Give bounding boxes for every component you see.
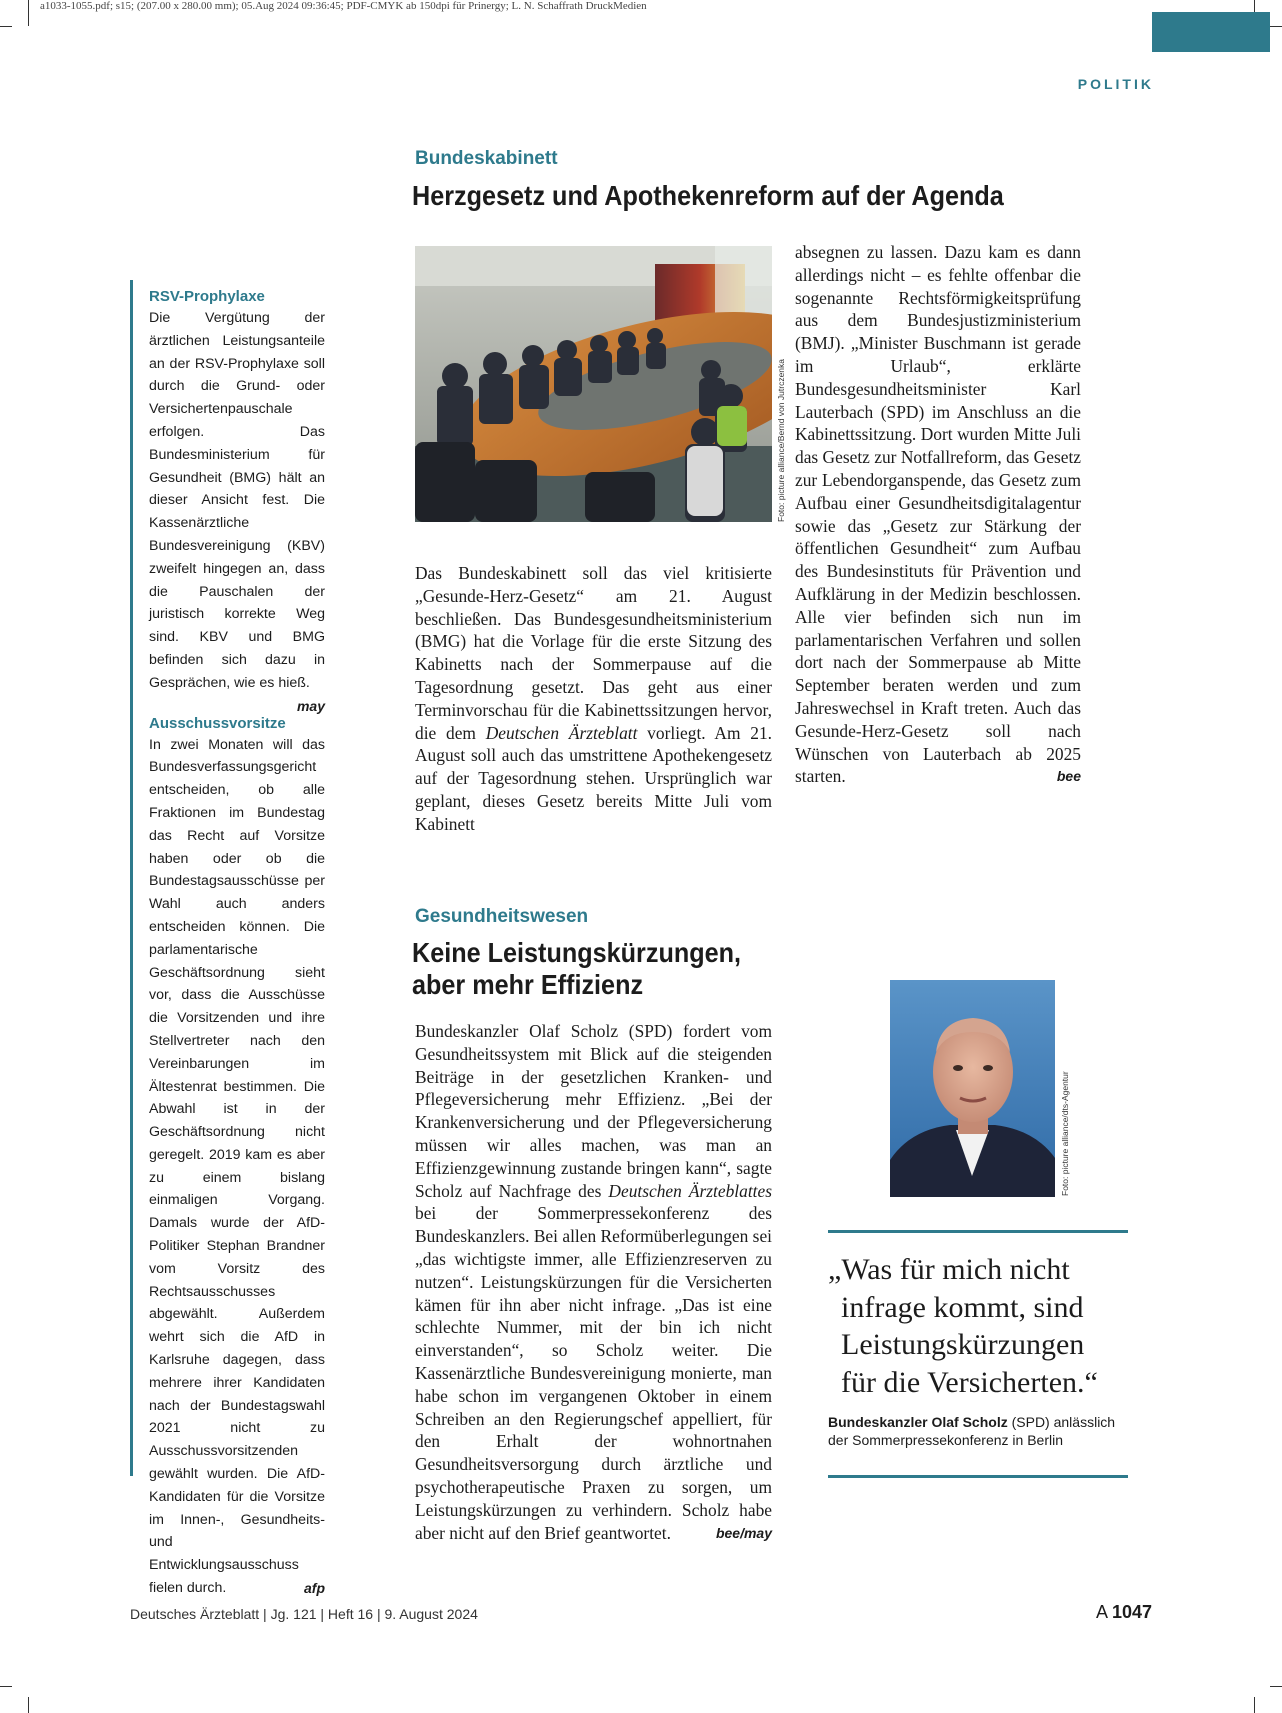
- article2-kicker: Gesundheitswesen: [415, 906, 589, 927]
- sidebar-signature-ausschuss: afp: [304, 1580, 325, 1597]
- page-prefix: A: [1095, 1602, 1112, 1622]
- article2-signature: bee/may: [715, 1524, 772, 1541]
- article2-body: [415, 1020, 772, 1544]
- section-color-tab: [1152, 12, 1270, 52]
- article2-journal-name: Deutschen Ärzteblattes: [608, 1180, 772, 1201]
- sidebar-text-ausschuss: [149, 734, 325, 1600]
- pull-quote-line: „Was für mich nicht: [828, 1253, 1070, 1286]
- article1-text-a: Das Bundeskabinett soll das viel kritisierte „Gesunde-Herz-Gesetz“ am 21. August beschließen. Das Bundesgesundheitsministerium (BMG) hat die Vorlage für die erste Sitzung des Kabinetts nach der Sommerpause auf die Tagesordnung gesetzt. Das geht aus einer Terminvorschau für die Kabinettssitzungen hervor, die dem: [415, 563, 772, 743]
- crop-mark: [1270, 26, 1282, 27]
- article1-signature: bee: [1056, 768, 1081, 785]
- article1-headline: Herzgesetz und Apothekenreform auf der Agenda: [412, 180, 1004, 211]
- page-number: 1047: [1111, 1602, 1152, 1622]
- article1-column-1: [415, 562, 772, 836]
- pull-quote-line: infrage kommt, sind: [841, 1290, 1084, 1324]
- crop-mark: [1254, 1697, 1255, 1713]
- crop-mark: [28, 0, 29, 26]
- footer-journal-info: Deutsches Ärzteblatt | Jg. 121 | Heft 16 | 9. August 2024: [130, 1606, 478, 1622]
- article1-text-b: vorliegt. Am 21. August soll auch das umstrittene Apothekengesetz auf der Tagesordnung stehen. Ursprünglich war geplant, dieses Gesetz bereits Mitte Juli vom Kabinett: [415, 722, 772, 834]
- section-label: POLITIK: [1077, 76, 1154, 92]
- pull-quote-line: Leistungskürzungen: [841, 1328, 1085, 1361]
- footer-page-number: [1000, 1602, 1152, 1623]
- article2-headline: [412, 937, 741, 1001]
- article2-text-b: bei der Sommerpressekonferenz des Bundeskanzlers. Bei allen Reformüberlegungen sei „das wichtigste immer, alle Effizienzreserven zu nutzen“. Leistungskürzungen für die Versicherten kämen für ihn aber nicht infrage. „Das ist eine schlechte Nummer, mit der bin ich nicht einverstanden“, so Scholz weiter. Die Kassenärztliche Bundesvereinigung monierte, man habe schon im vergangenen Oktober in einem Schreiben an den Regierungschef appelliert, für den Erhalt der wohnortnahen Gesundheitsversorgung durch ärztliche und psychotherapeutische Praxen zu sorgen, um Leistungskürzungen zu verhindern. Scholz habe aber nicht auf den Brief geantwortet.: [415, 1203, 772, 1543]
- article1-text-c: absegnen zu lassen. Dazu kam es dann allerdings nicht – es fehlte offenbar die sogenannte Rechtsförmigkeitsprüfung aus dem Bundesjustizministerium (BMJ). „Minister Buschmann ist gerade im Urlaub“, erklärte Bundesgesundheitsminister Karl Lauterbach (SPD) im Anschluss an die Kabinettssitzung. Dort wurden Mitte Juli das Gesetz zur Notfallreform, das Gesetz zur Lebendorganspende, das Gesetz zum Aufbau einer Gesundheitsdigitalagentur sowie das „Gesetz zur Stärkung der öffentlichen Gesundheit“ zum Aufbau des Bundesinstituts für Prävention und Aufklärung in der Medizin beschlossen. Alle vier befinden sich nun im parlamentarischen Verfahren und sollen dort nach der Sommerpause ab Mitte September beraten werden und zum Jahreswechsel in Kraft treten. Auch das Gesunde-Herz-Gesetz soll nach Wünschen von Lauterbach ab 2025 starten.: [795, 242, 1081, 787]
- article1-photo-credit: Foto: picture alliance/Bernd von Jutrczenka: [776, 358, 786, 522]
- pull-quote-line: für die Versicherten.“: [841, 1365, 1098, 1399]
- pull-quote-text: [828, 1251, 1128, 1401]
- article2-headline-line2: aber mehr Effizienz: [412, 969, 644, 1000]
- crop-mark: [0, 1686, 12, 1687]
- quote-attribution-name: Bundeskanzler Olaf Scholz: [828, 1414, 1008, 1430]
- article2-text-a: Bundeskanzler Olaf Scholz (SPD) fordert vom Gesundheitssystem mit Blick auf die steigenden Beiträge in der gesetzlichen Kranken- und Pflegeversicherung mehr Effizienz. „Bei der Krankenversicherung und der Pflegeversicherung müssen wir alles machen, was man an Effizienzgewinnung zustande bringen kann“, sagte Scholz auf Nachfrage des: [415, 1021, 772, 1201]
- article2-photo-credit: Foto: picture alliance/dts-Agentur: [1060, 1071, 1070, 1196]
- cabinet-meeting-photo: [415, 246, 772, 522]
- article1-kicker: Bundeskabinett: [415, 148, 558, 169]
- crop-mark: [28, 1697, 29, 1713]
- crop-mark: [1270, 1686, 1282, 1687]
- sidebar-signature-rsv: may: [296, 697, 325, 714]
- article1-journal-name: Deutschen Ärzteblatt: [485, 722, 638, 743]
- crop-mark: [0, 26, 12, 27]
- print-info: a1033-1055.pdf; s15; (207.00 x 280.00 mm); 05.Aug 2024 09:36:45; PDF-CMYK ab 150dpi für Prinergy; L. N. Schaffrath DruckMedien: [40, 0, 647, 12]
- sidebar-heading-rsv: RSV-Prophylaxe: [149, 288, 265, 305]
- pull-quote-attribution: [828, 1413, 1128, 1449]
- pull-quote: [828, 1230, 1128, 1478]
- article2-headline-line1: Keine Leistungskürzungen,: [412, 937, 742, 968]
- sidebar-heading-ausschuss: Ausschussvorsitze: [149, 714, 286, 732]
- sidebar-text-ausschuss-body: In zwei Monaten will das Bundesverfassungsgericht entscheiden, ob alle Fraktionen im Bundestag das Recht auf Vorsitze haben oder ob die Bundestagsausschüsse per Wahl auch anders entscheiden können. Die parlamentarische Geschäftsordnung sieht vor, dass die Ausschüsse die Vorsitzenden und ihre Stellvertreter nach den Vereinbarungen im Ältestenrat bestimmen. Die Abwahl ist in der Geschäftsordnung nicht geregelt. 2019 kam es aber zu einem bislang einmaligen Vorgang. Damals wurde der AfD-Politiker Stephan Brandner vom Vorsitz des Rechtsausschusses abgewählt. Außerdem wehrt sich die AfD in Karlsruhe dagegen, dass mehrere ihrer Kandidaten nach der Bundestagswahl 2021 nicht zu Ausschussvorsitzenden gewählt wurden. Die AfD-Kandidaten für die Vorsitze im Innen-, Gesundheits- und Entwicklungsausschuss fielen durch.: [149, 736, 325, 1597]
- scholz-portrait-photo: [890, 980, 1055, 1197]
- news-sidebar: [130, 280, 325, 1597]
- sidebar-text-rsv: [149, 307, 325, 714]
- article1-column-2: [795, 241, 1081, 788]
- quote-attribution-rest: (SPD) anlässlich der Sommerpressekonferenz in Berlin: [828, 1414, 1116, 1448]
- sidebar-text-rsv-body: Die Vergütung der ärztlichen Leistungsanteile an der RSV-Prophylaxe soll durch die Grund- oder Versichertenpauschale erfolgen. Das Bundesministerium für Gesundheit (BMG) hält an dieser Ansicht fest. Die Kassenärztliche Bundesvereinigung (KBV) zweifelt hingegen an, dass die Pauschalen der juristisch korrekte Weg sind. KBV und BMG befinden sich dazu in Gesprächen, wie es hieß.: [149, 310, 325, 691]
